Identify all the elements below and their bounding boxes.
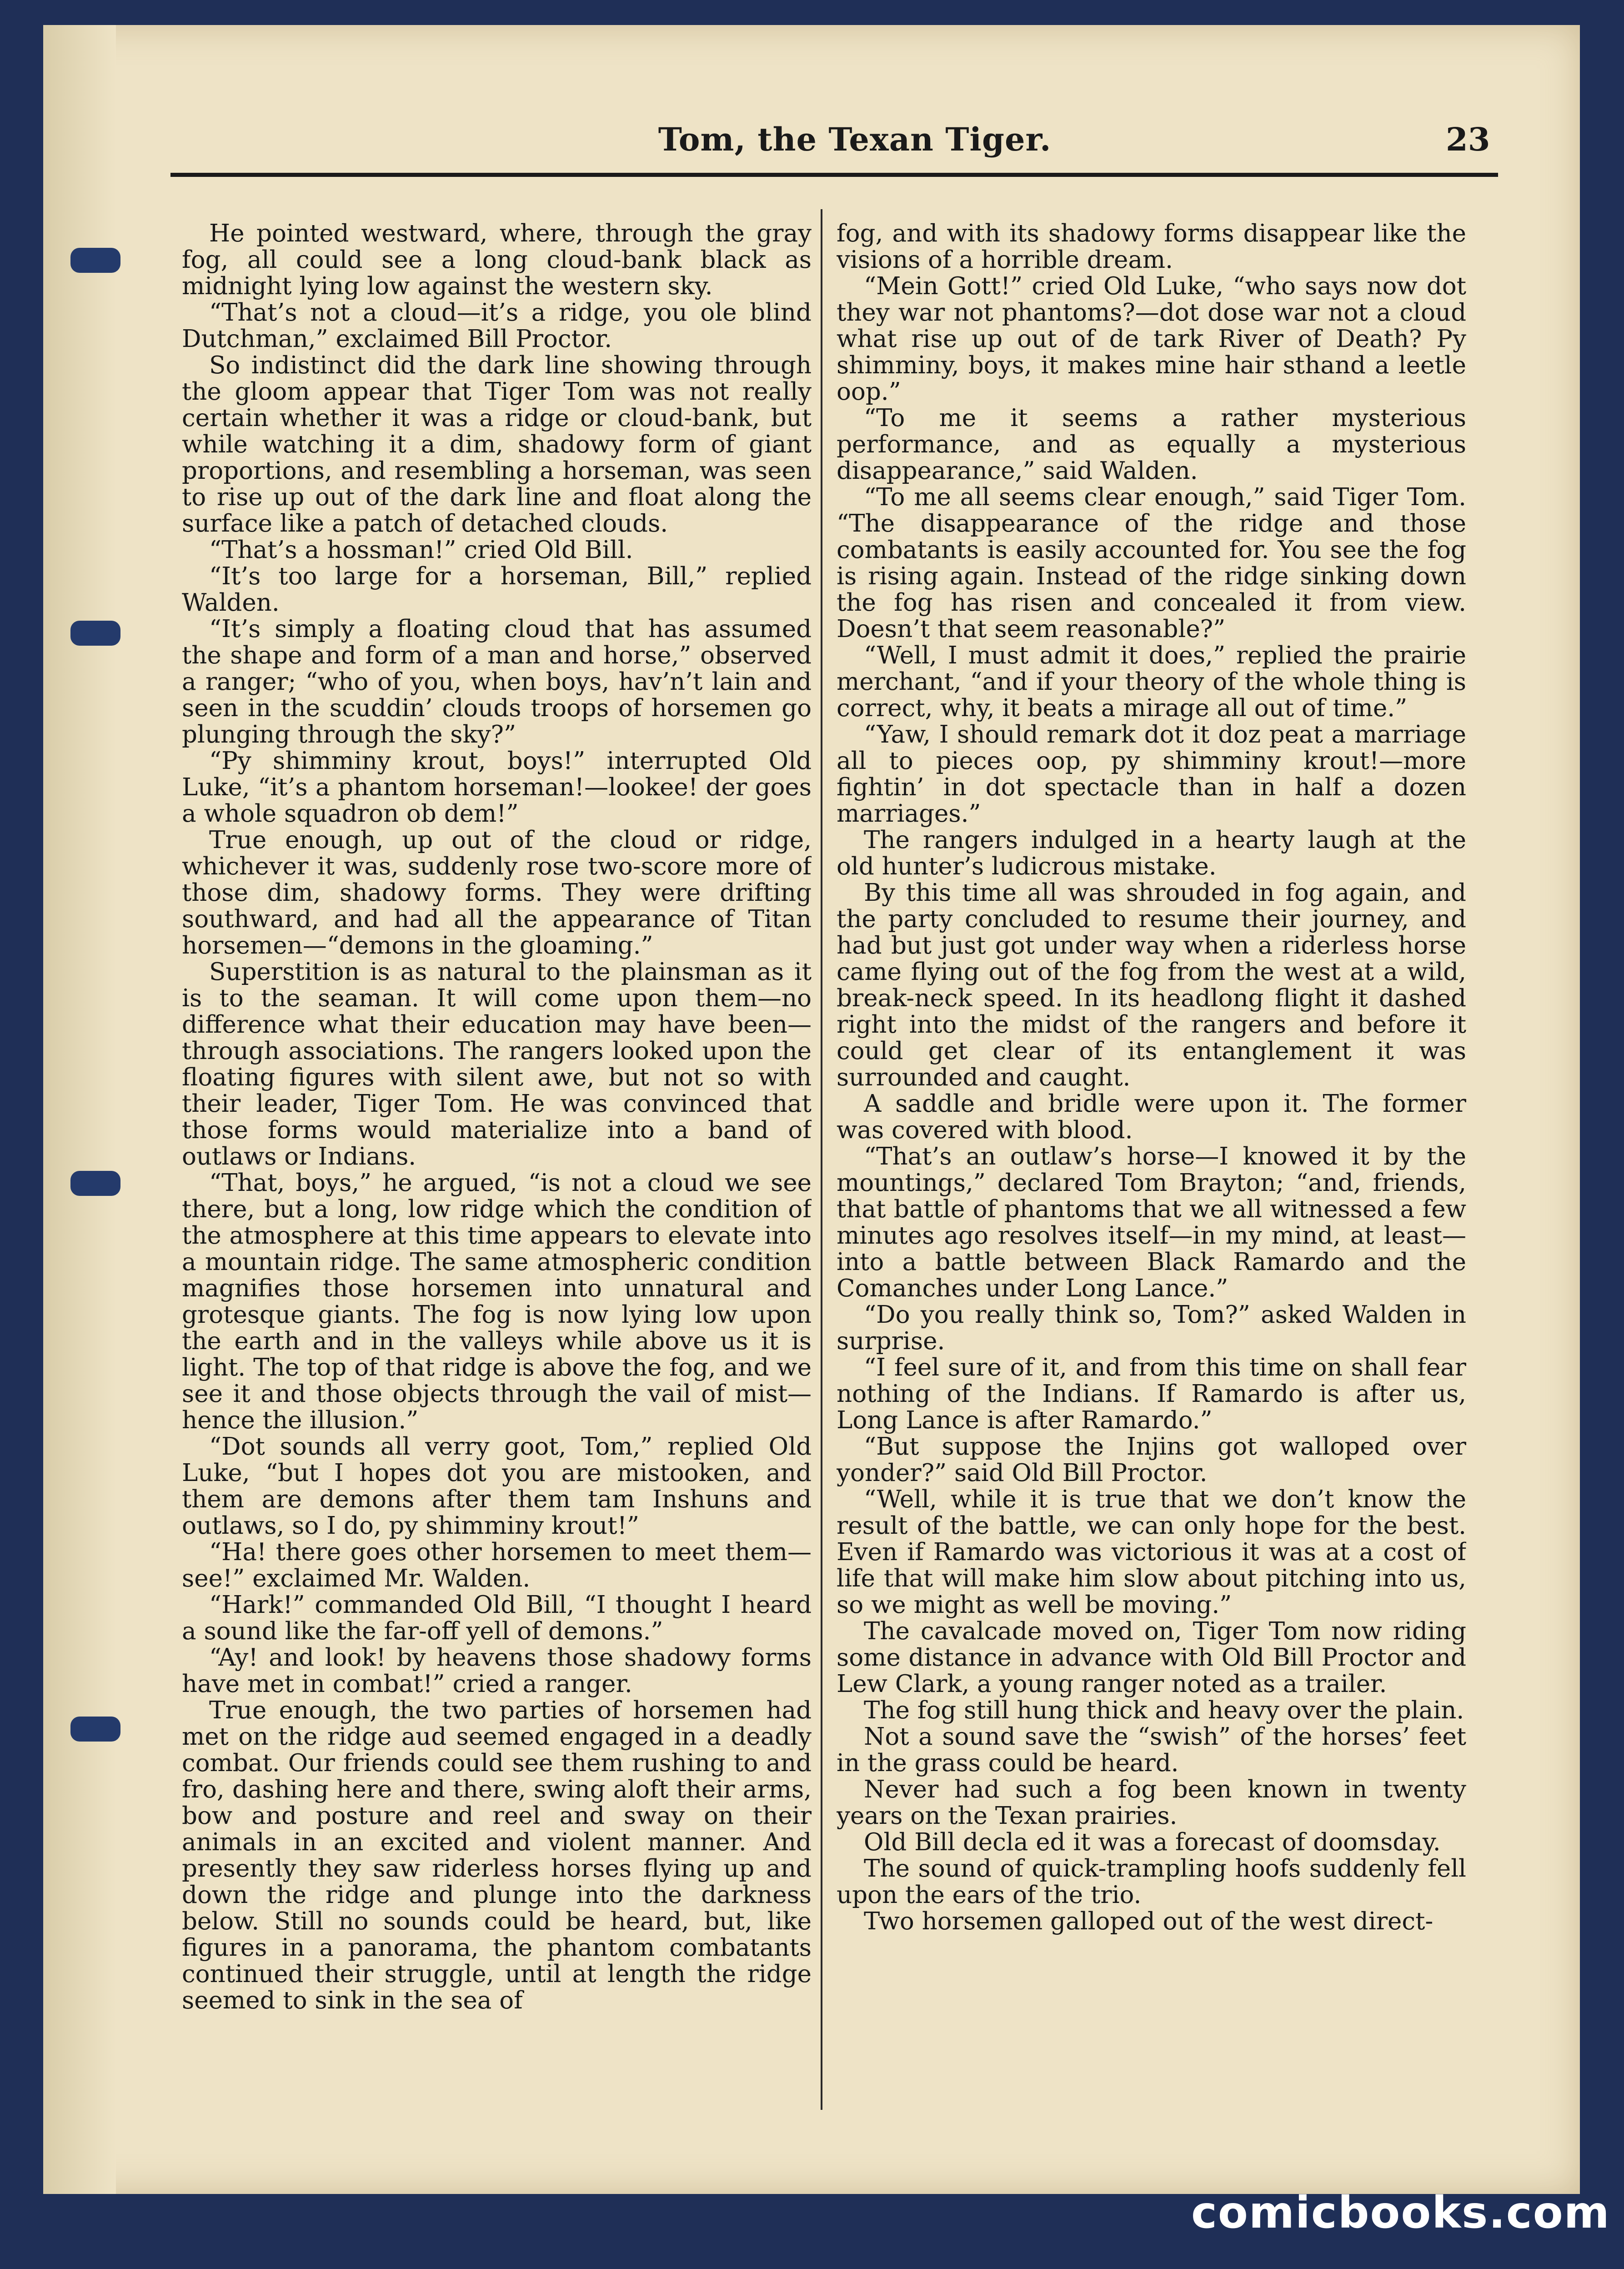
paragraph: The sound of quick-trampling hoofs suddenly fell upon the ears of the trio. [837, 1855, 1466, 1909]
paragraph: Two horsemen galloped out of the west direct- [864, 1908, 1434, 1935]
paragraph: The fog still hung thick and heavy over the plain. [864, 1697, 1464, 1724]
paragraph: “To me it seems a rather mysterious performance, and as equally a mysterious disappearance,” said Walden. [837, 404, 1466, 485]
paragraph: True enough, up out of the cloud or ridge, whichever it was, suddenly rose two-score more of those dim, shadowy forms. They were drifting southward, and had all the appearance of Titan horsemen—“demons in the gloaming.” [182, 826, 812, 959]
paragraph: True enough, the two parties of horsemen had met on the ridge aud seemed engaged in a deadly combat. Our friends could see them rushing to and fro, dashing here and there, swing aloft their arms, bow and posture and reel and sway on their animals in an excited and violent manner. And presently they saw riderless horses flying up and down the ridge and plunge into the darkness below. Still no sounds could be heard, but, like figures in a panorama, the phantom combatants continued their struggle, until at length the ridge seemed to sink in the sea of [182, 1697, 812, 2014]
paragraph: The cavalcade moved on, Tiger Tom now riding some distance in advance with Old Bill Proctor and Lew Clark, a young ranger noted as a trailer. [837, 1617, 1466, 1698]
right-text-column [837, 221, 1466, 2112]
header-rule [170, 173, 1498, 177]
paragraph: “I feel sure of it, and from this time on shall fear nothing of the Indians. If Ramardo is after us, Long Lance is after Ramardo.” [837, 1354, 1466, 1434]
paragraph: Not a sound save the “swish” of the horses’ feet in the grass could be heard. [837, 1723, 1466, 1777]
paragraph: “Py shimminy krout, boys!” interrupted Old Luke, “it’s a phantom horseman!—lookee! der goes a whole squadron ob dem!” [182, 747, 812, 828]
paragraph: fog, and with its shadowy forms disappear like the visions of a horrible dream. [837, 221, 1466, 274]
paragraph: “But suppose the Injins got walloped over yonder?” said Old Bill Proctor. [837, 1433, 1466, 1487]
paragraph: The rangers indulged in a hearty laugh at the old hunter’s ludicrous mistake. [837, 826, 1466, 880]
paragraph: “That’s not a cloud—it’s a ridge, you ole blind Dutchman,” exclaimed Bill Proctor. [182, 299, 812, 353]
paragraph: “Yaw, I should remark dot it doz peat a marriage all to pieces oop, py shimminy krout!—more fightin’ in dot spectacle than in half a dozen marriages.” [837, 721, 1466, 828]
binding-stitch [70, 1717, 120, 1742]
paragraph: “That, boys,” he argued, “is not a cloud we see there, but a long, low ridge which the condition of the atmosphere at this time appears to elevate into a mountain ridge. The same atmospheric condition magnifies those horsemen into unnatural and grotesque giants. The fog is now lying low upon the earth and in the valleys while above us it is light. The top of that ridge is above the fog, and we see it and those objects through the vail of mist—hence the illusion.” [182, 1169, 812, 1434]
running-head-title: Tom, the Texan Tiger. [658, 120, 1052, 158]
site-watermark: comicbooks.com [1191, 2187, 1610, 2238]
page-number: 23 [1446, 120, 1490, 158]
paragraph: “It’s too large for a horseman, Bill,” replied Walden. [182, 562, 812, 617]
paragraph: “Dot sounds all verry goot, Tom,” replied Old Luke, “but I hopes dot you are mistooken, and them are demons after them tam Inshuns and outlaws, so I do, py shimminy krout!” [182, 1433, 812, 1540]
left-text-column [182, 221, 812, 2112]
paragraph: “To me all seems clear enough,” said Tiger Tom. “The disappearance of the ridge and those combatants is easily accounted for. You see the fog is rising again. Instead of the ridge sinking down the fog has risen and concealed it from view. Doesn’t that seem reasonable?” [837, 483, 1466, 643]
paragraph: “Do you really think so, Tom?” asked Walden in surprise. [837, 1301, 1466, 1355]
paragraph: By this time all was shrouded in fog again, and the party concluded to resume their journey, and had but just got under way when a riderless horse came flying out of the fog from the west at a wild, break-neck speed. In its headlong flight it dashed right into the midst of the rangers and before it could get clear of its entanglement it was surrounded and caught. [837, 879, 1466, 1091]
paragraph: “That’s an outlaw’s horse—I knowed it by the mountings,” declared Tom Brayton; “and, friends, that battle of phantoms that we all witnessed a few minutes ago resolves itself—in my mind, at least—into a battle between Black Ramardo and the Comanches under Long Lance.” [837, 1143, 1466, 1302]
binding-stitch [70, 1171, 120, 1196]
paragraph: “Well, I must admit it does,” replied the prairie merchant, “and if your theory of the whole thing is correct, why, it beats a mirage all out of time.” [837, 642, 1466, 722]
paragraph: Never had such a fog been known in twenty years on the Texan prairies. [837, 1776, 1466, 1830]
paragraph: “Ay! and look! by heavens those shadowy forms have met in combat!” cried a ranger. [182, 1644, 812, 1698]
paragraph: Old Bill decla ed it was a forecast of doomsday. [864, 1828, 1441, 1856]
paragraph: He pointed westward, where, through the gray fog, all could see a long cloud-bank black as midnight lying low against the western sky. [182, 221, 812, 300]
paragraph: So indistinct did the dark line showing through the gloom appear that Tiger Tom was not really certain whether it was a ridge or cloud-bank, but while watching it a dim, shadowy form of giant proportions, and resembling a horseman, was seen to rise up out of the dark line and float along the surface like a patch of detached clouds. [182, 351, 812, 537]
paragraph: “Mein Gott!” cried Old Luke, “who says now dot they war not phantoms?—dot dose war not a cloud what rise up out of de tark River of Death? Py shimminy, boys, it makes mine hair sthand a leetle oop.” [837, 272, 1466, 406]
paragraph: “It’s simply a floating cloud that has assumed the shape and form of a man and horse,” observed a ranger; “who of you, when boys, hav’n’t lain and seen in the scuddin’ clouds troops of horsemen go plunging through the sky?” [182, 615, 812, 748]
paragraph: “Hark!” commanded Old Bill, “I thought I heard a sound like the far-off yell of demons.” [182, 1591, 812, 1645]
binding-stitch [70, 248, 120, 273]
paragraph: “That’s a hossman!” cried Old Bill. [209, 536, 633, 564]
page-binding [43, 25, 116, 2194]
paragraph: “Ha! there goes other horsemen to meet them—see!” exclaimed Mr. Walden. [182, 1538, 812, 1592]
paragraph: Superstition is as natural to the plainsman as it is to the seaman. It will come upon them—no difference what their education may have been—through associations. The rangers looked upon the floating figures with silent awe, but not so with their leader, Tiger Tom. He was convinced that those forms would materialize into a band of outlaws or Indians. [182, 958, 812, 1170]
binding-stitch [70, 621, 120, 646]
column-divider [821, 209, 822, 2110]
paragraph: A saddle and bridle were upon it. The former was covered with blood. [837, 1090, 1466, 1144]
paragraph: “Well, while it is true that we don’t know the result of the battle, we can only hope for the best. Even if Ramardo was victorious it was at a cost of life that will make him slow about pitching into us, so we might as well be moving.” [837, 1486, 1466, 1619]
